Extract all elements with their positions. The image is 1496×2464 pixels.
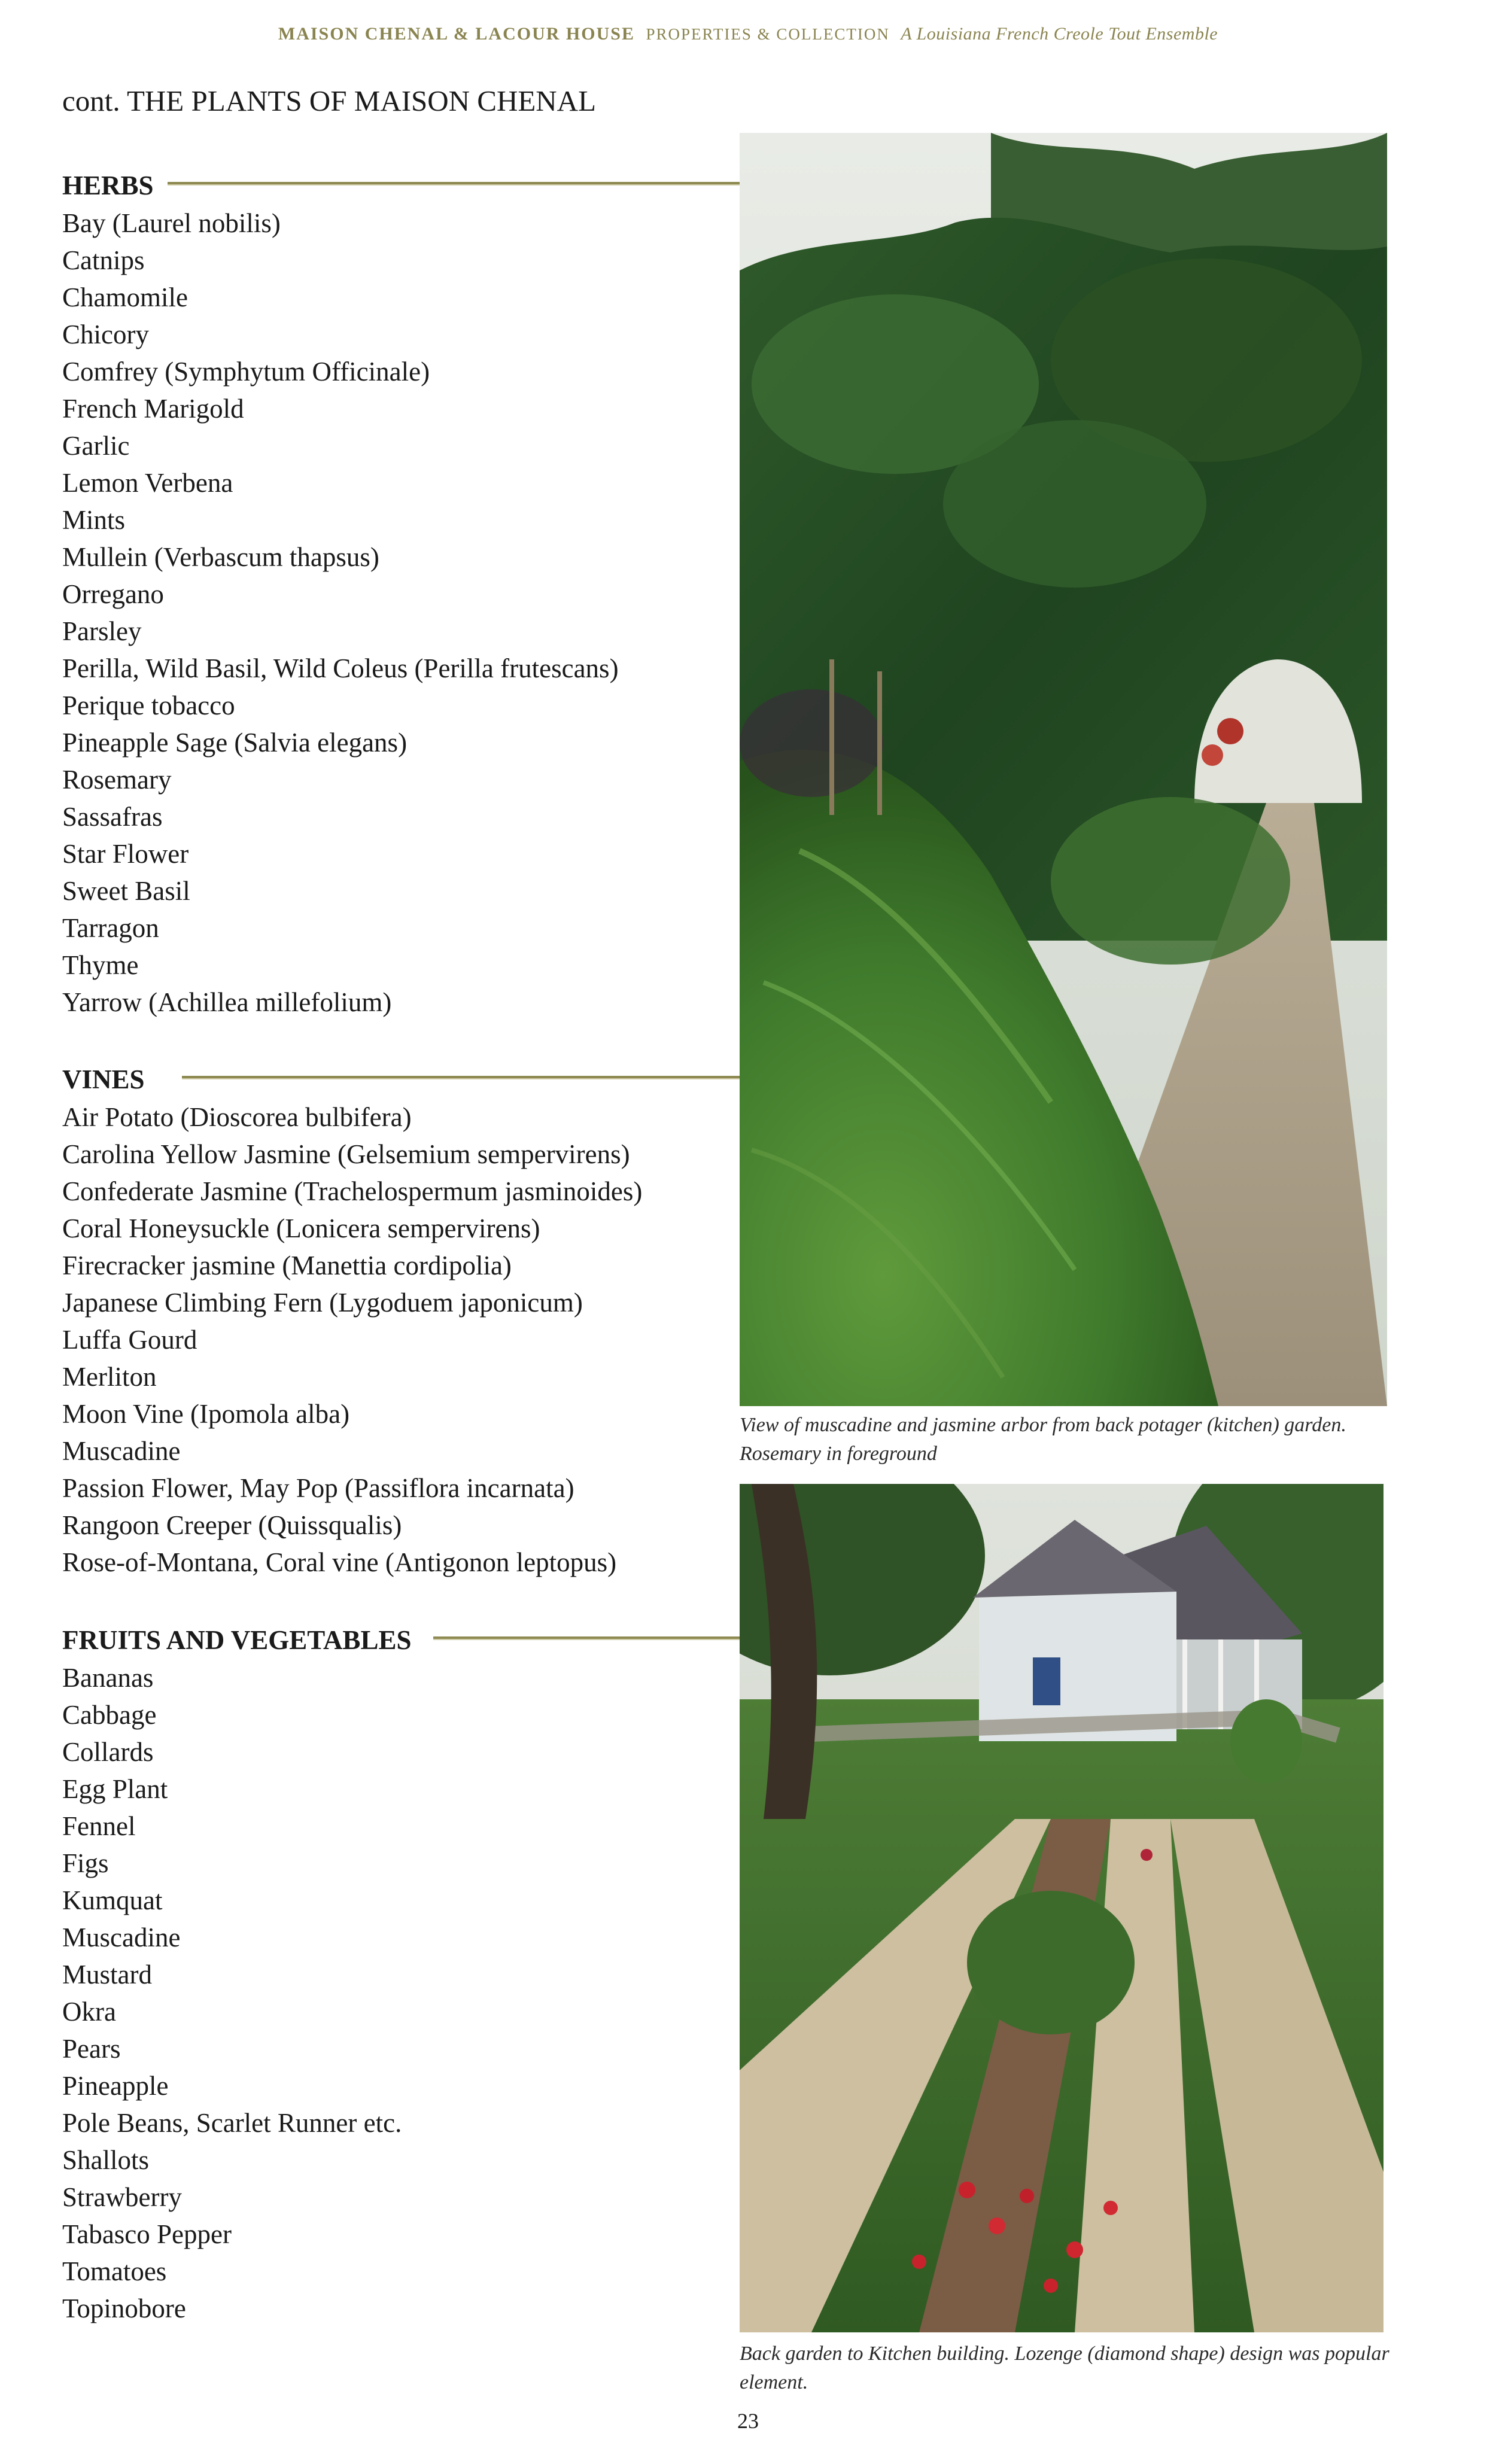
list-item: Passion Flower, May Pop (Passiflora incarnata) bbox=[62, 1473, 574, 1503]
list-item: Bananas bbox=[62, 1663, 154, 1693]
list-item: Perilla, Wild Basil, Wild Coleus (Perilla frutescans) bbox=[62, 653, 619, 683]
list-item: Confederate Jasmine (Trachelospermum jasminoides) bbox=[62, 1176, 643, 1206]
list-item: Firecracker jasmine (Manettia cordipolia) bbox=[62, 1251, 512, 1280]
fruits-section bbox=[62, 1623, 412, 2327]
list-item: Japanese Climbing Fern (Lygoduem japonicum) bbox=[62, 1288, 583, 1318]
list-item: Okra bbox=[62, 1997, 116, 2027]
list-item: Merliton bbox=[62, 1362, 157, 1392]
list-item: Lemon Verbena bbox=[62, 468, 233, 498]
list-item: Topinobore bbox=[62, 2293, 186, 2323]
list-item: Comfrey (Symphytum Officinale) bbox=[62, 357, 430, 387]
list-item: Parsley bbox=[62, 616, 142, 646]
list-item: Rosemary bbox=[62, 765, 172, 795]
list-item: Kumquat bbox=[62, 1885, 163, 1915]
list-item: Fennel bbox=[62, 1811, 136, 1841]
list-item: Mustard bbox=[62, 1960, 152, 1990]
herbs-heading-label: HERBS bbox=[62, 171, 154, 200]
list-item: Egg Plant bbox=[62, 1774, 168, 1804]
page-title: cont. THE PLANTS OF MAISON CHENAL bbox=[62, 84, 597, 117]
herbs-section bbox=[62, 169, 619, 1021]
list-item: Rangoon Creeper (Quissqualis) bbox=[62, 1510, 402, 1540]
arbor-caption: View of muscadine and jasmine arbor from back potager (kitchen) garden. Rosemary in foreground bbox=[740, 1414, 1346, 1465]
herbs-heading bbox=[62, 169, 619, 205]
herbs-list bbox=[62, 205, 619, 1021]
list-item: Tabasco Pepper bbox=[62, 2219, 232, 2249]
list-item: Collards bbox=[62, 1737, 154, 1767]
fruits-heading-label: FRUITS AND VEGETABLES bbox=[62, 1625, 412, 1655]
list-item: Garlic bbox=[62, 431, 130, 461]
list-item: Catnips bbox=[62, 245, 145, 275]
kitchen-garden-caption: Back garden to Kitchen building. Lozenge (diamond shape) design was popular element. bbox=[740, 2343, 1389, 2393]
list-item: Mullein (Verbascum thapsus) bbox=[62, 542, 379, 572]
vines-list bbox=[62, 1099, 642, 1581]
header-tagline: A Louisiana French Creole Tout Ensemble bbox=[901, 24, 1218, 44]
vines-heading bbox=[62, 1063, 642, 1099]
list-item: Mints bbox=[62, 505, 126, 535]
vines-heading-rule bbox=[182, 1076, 804, 1079]
list-item: Air Potato (Dioscorea bulbifera) bbox=[62, 1102, 412, 1132]
list-item: Tomatoes bbox=[62, 2256, 167, 2286]
list-item: Orregano bbox=[62, 579, 164, 609]
list-item: Strawberry bbox=[62, 2182, 182, 2212]
running-header bbox=[0, 24, 1496, 44]
fruits-heading bbox=[62, 1623, 412, 1659]
list-item: Cabbage bbox=[62, 1700, 157, 1730]
list-item: Thyme bbox=[62, 950, 139, 980]
list-item: Figs bbox=[62, 1848, 109, 1878]
list-item: Muscadine bbox=[62, 1436, 181, 1466]
vines-section bbox=[62, 1063, 642, 1581]
vines-heading-label: VINES bbox=[62, 1064, 145, 1094]
list-item: Carolina Yellow Jasmine (Gelsemium sempervirens) bbox=[62, 1139, 630, 1169]
list-item: Perique tobacco bbox=[62, 690, 235, 720]
list-item: Muscadine bbox=[62, 1922, 181, 1952]
page-number: 23 bbox=[737, 2409, 759, 2433]
list-item: French Marigold bbox=[62, 394, 244, 424]
list-item: Pole Beans, Scarlet Runner etc. bbox=[62, 2108, 402, 2138]
list-item: Star Flower bbox=[62, 839, 189, 869]
list-item: Pineapple bbox=[62, 2071, 169, 2101]
list-item: Yarrow (Achillea millefolium) bbox=[62, 987, 392, 1017]
list-item: Bay (Laurel nobilis) bbox=[62, 208, 281, 238]
list-item: Rose-of-Montana, Coral vine (Antigonon leptopus) bbox=[62, 1547, 617, 1577]
list-item: Pears bbox=[62, 2034, 121, 2064]
list-item: Shallots bbox=[62, 2145, 150, 2175]
header-section: PROPERTIES & COLLECTION bbox=[646, 25, 890, 43]
kitchen-garden-photo bbox=[740, 1484, 1384, 2332]
list-item: Pineapple Sage (Salvia elegans) bbox=[62, 728, 408, 758]
header-brand: MAISON CHENAL & LACOUR HOUSE bbox=[278, 24, 635, 44]
list-item: Chicory bbox=[62, 320, 149, 349]
list-item: Moon Vine (Ipomola alba) bbox=[62, 1399, 350, 1429]
list-item: Luffa Gourd bbox=[62, 1325, 197, 1355]
list-item: Sassafras bbox=[62, 802, 163, 832]
list-item: Chamomile bbox=[62, 282, 188, 312]
list-item: Tarragon bbox=[62, 913, 159, 943]
arbor-photo bbox=[740, 133, 1387, 1406]
list-item: Sweet Basil bbox=[62, 876, 190, 906]
fruits-list bbox=[62, 1659, 402, 2327]
herbs-heading-rule bbox=[168, 182, 804, 185]
list-item: Coral Honeysuckle (Lonicera sempervirens) bbox=[62, 1213, 540, 1243]
